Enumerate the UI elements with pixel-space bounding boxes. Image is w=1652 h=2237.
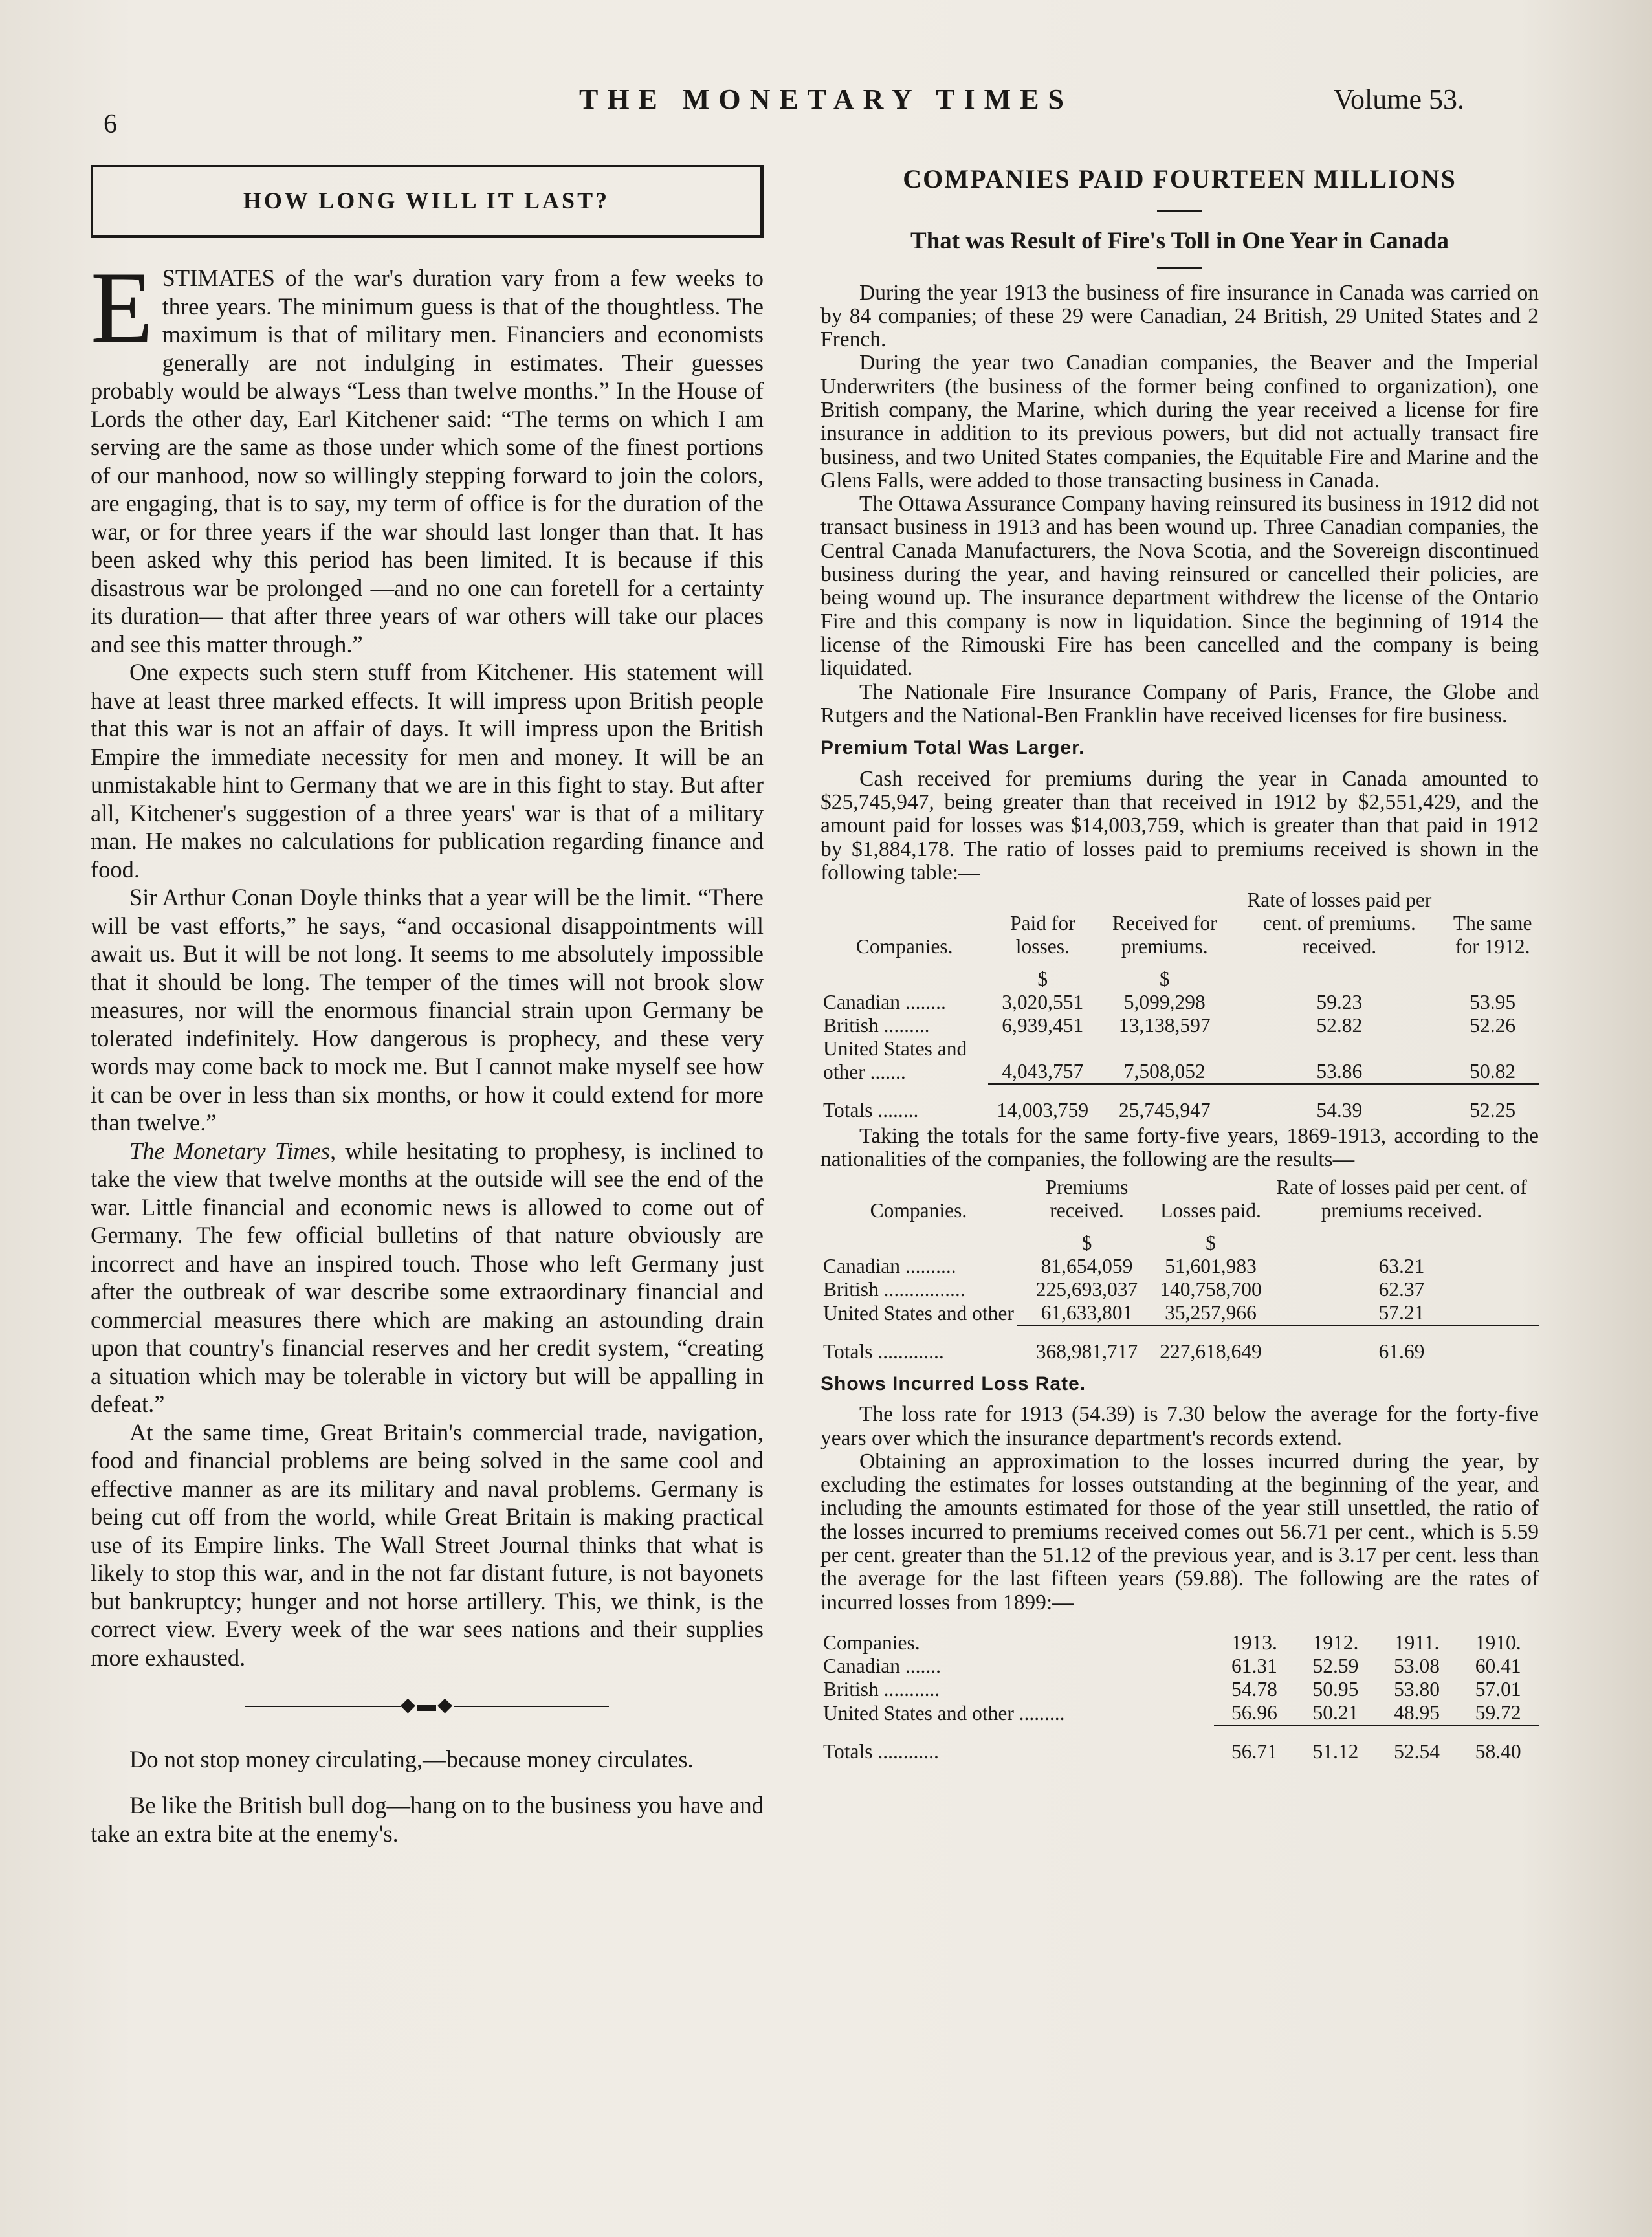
losses-premiums-table-1913	[820, 888, 1539, 1122]
currency-sign: $	[1037, 967, 1048, 991]
table-row: United States and other ....... 4,043,757 7,508,052 53.86 50.82	[820, 1037, 1539, 1084]
table-total-row: Totals ............ 56.71 51.12 52.54 58.40	[823, 1739, 1521, 1763]
table-row: United States and other ......... 56.96 50.21 48.95 59.72	[820, 1701, 1539, 1725]
article-paragraph: Obtaining an approximation to the losses incurred during the year, by excluding the estimates for losses outstanding at the beginning of the year, and including the amounts estimated for those of the year still unsettled, the ratio of the losses incurred to premiums received comes out 56.71 per cent., which is 5.59 per cent. greater than the 51.12 of the previous year, and is 3.17 per cent. less than the average for the last fifteen years (59.88). The following are the rates of incurred losses from 1899:—	[820, 1449, 1539, 1614]
currency-sign: $	[1081, 1231, 1092, 1254]
article-paragraph: The Ottawa Assurance Company having reinsured its business in 1912 did not transact business in 1913 and has been wound up. Three Canadian companies, the Central Canada Manufacturers, the Nova Scotia, and the Sovereign discontinued business during the year, and having reinsured or cancelled their policies, are being wound up. The insurance department withdrew the license of the Ontario Fire and this company is now in liquidation. Since the beginning of 1914 the license of the Rimouski Fire has been cancelled and the company is being liquidated.	[820, 492, 1539, 681]
table-header: Received for premiums.	[1112, 912, 1217, 958]
table-header: 1911.	[1394, 1631, 1440, 1654]
table-row: Canadian ....... 61.31 52.59 53.08 60.41	[823, 1654, 1521, 1677]
table-header: Rate of losses paid per cent. of premiums. received.	[1247, 888, 1432, 958]
table-header: Companies.	[855, 935, 953, 958]
closing-note: Do not stop money circulating,—because money circulates.	[129, 1745, 694, 1772]
table-header: The same for 1912.	[1453, 912, 1532, 958]
article-paragraph: Taking the totals for the same forty-five years, 1869-1913, according to the nationalities of the companies, the following are the results—	[820, 1124, 1539, 1172]
section-heading: Premium Total Was Larger.	[820, 737, 1085, 759]
table-header: Premiums received.	[1045, 1175, 1129, 1222]
editorial-paragraph: One expects such stern stuff from Kitchener. His statement will have at least three marked effects. It will impress upon British people that this war is not an affair of days. It will impress upon the British Empire the immediate necessity for men and money. It will be an unmistakable hint to Germany that we are in this fight to stay. But after all, Kitchener's suggestion of a three years' war is that of a military man. He makes no calculations for publication regarding finance and food.	[91, 659, 764, 883]
editorial-paragraph: ESTIMATES of the war's duration vary from a few weeks to three years. The minimum guess is that of the thoughtless. The maximum is that of military men. Financiers and economists generally are not indulging in estimates. Their guesses probably would be always “Less than twelve months.” In the House of Lords the other day, Earl Kitchener said: “The terms on which I am serving are the same as those under which some of the finest portions of our manhood, now so willingly stepping forward to join the colors, are engaging, that is to say, my term of office is for the duration of the war, or for three years if the war should last longer than that. It has been asked why this period has been limited. It is because if this disastrous war be prolonged —and no one can foretell for a certainty its duration— that after three years of war others will take our places and see this matter through.”	[91, 251, 764, 657]
editorial-column	[91, 165, 764, 1847]
article-paragraph: The loss rate for 1913 (54.39) is 7.30 below the average for the forty-five years over which the insurance department's records extend.	[820, 1402, 1539, 1450]
article-paragraph: During the year two Canadian companies, the Beaver and the Imperial Underwriters (the business of the former being confined to organization), one British company, the Marine, which during the year received a license for fire insurance in addition to its previous powers, but did not actually transact fire business, and two United States companies, the Equitable Fire and Marine and the Glens Falls, were added to those transacting business in Canada.	[820, 351, 1539, 492]
closing-note: Be like the British bull dog—hang on to the business you have and take an extra bite at the enemy's.	[91, 1792, 764, 1847]
table-row: Canadian ........ 3,020,551 5,099,298 59.23 53.95	[823, 991, 1516, 1014]
editorial-paragraph: At the same time, Great Britain's commercial trade, navigation, food and financial problems are being solved in the same cool and effective manner as are its military and naval problems. Germany is being cut off from the world, while Great Britain is making practical use of its Empire links. The Wall Street Journal thinks that what is likely to stop this war, and in the not far distant future, is not bayonets but bankruptcy; hunger and not horse artillery. This, we think, is the correct view. Every week of the war sees nations and their supplies more exhausted.	[91, 1418, 764, 1671]
table-header: Companies.	[823, 1631, 920, 1654]
page-header	[0, 83, 1652, 139]
article-subtitle: That was Result of Fire's Toll in One Year in Canada	[910, 227, 1449, 254]
volume-label: Volume 53.	[1333, 83, 1464, 115]
table-header: Paid for losses.	[1009, 912, 1075, 958]
article-paragraph: The Nationale Fire Insurance Company of Paris, France, the Globe and Rutgers and the National-Ben Franklin have received licenses for fire business.	[820, 679, 1539, 727]
forty-five-year-totals-table	[820, 1176, 1539, 1363]
editorial-title: HOW LONG WILL IT LAST?	[91, 165, 764, 238]
article-column	[820, 165, 1539, 1766]
editorial-paragraph: Sir Arthur Conan Doyle thinks that a year will be the limit. “There will be vast efforts,” he says, “and occasional disappointments will await us. But it will be not long. It seems to me absolutely impossible that it should be long. The temper of the times will not brook slow measures, nor will the enormous financial strain upon Germany be tolerated indefinitely. How dangerous is prophecy, and these very words may come back to mock me. But I cannot make myself see how it can be over in less than six months, or how it could extend for more than twelve.”	[91, 884, 764, 1136]
table-header: Rate of losses paid per cent. of premiums received.	[1276, 1175, 1527, 1222]
incurred-loss-rates-table	[820, 1631, 1539, 1763]
table-row: Canadian .......... 81,654,059 51,601,983 63.21	[823, 1254, 1425, 1277]
table-total-row: Totals ........ 14,003,759 25,745,947 54.39 52.25	[823, 1099, 1516, 1122]
table-row: British ................ 225,693,037 140,758,700 62.37	[823, 1277, 1425, 1301]
table-total-row: Totals ............. 368,981,717 227,618,649 61.69	[823, 1339, 1425, 1363]
drop-cap: E	[91, 251, 153, 364]
table-row: British ........... 54.78 50.95 53.80 57.01	[823, 1677, 1521, 1701]
section-heading: Shows Incurred Loss Rate.	[820, 1372, 1086, 1394]
editorial-paragraph: The Monetary Times, while hesitating to prophesy, is inclined to take the view that twelve months at the outside will see the end of the war. Little financial and economic news is allowed to come out of Germany. The few official bulletins of that nature obviously are incorrect and have an inspired touch. Those who left Germany just after the outbreak of war describe some extraordinary financial and commercial measures there which are making an astounding drain upon that country's financial reserves and her credit system, “creating a situation which may be tolerable in victory but will be appalling in defeat.”	[91, 1137, 764, 1417]
currency-sign: $	[1206, 1231, 1216, 1254]
table-row: United States and other 61,633,801 35,257,966 57.21	[820, 1301, 1539, 1325]
article-paragraph: During the year 1913 the business of fire insurance in Canada was carried on by 84 companies; of these 29 were Canadian, 24 British, 29 United States and 2 French.	[820, 280, 1539, 352]
article-title: COMPANIES PAID FOURTEEN MILLIONS	[903, 164, 1457, 193]
table-header: 1910.	[1475, 1631, 1521, 1654]
subtitle-rule	[1157, 267, 1202, 269]
title-rule	[1157, 210, 1202, 212]
table-header: 1913.	[1231, 1631, 1277, 1654]
table-header: Companies.	[870, 1198, 967, 1222]
ornament-divider: ◆▬◆	[91, 1691, 764, 1719]
table-header: Losses paid.	[1160, 1198, 1261, 1222]
table-row: British ......... 6,939,451 13,138,597 52.82 52.26	[823, 1014, 1516, 1037]
currency-sign: $	[1159, 967, 1170, 991]
page-number: 6	[104, 109, 117, 139]
masthead: THE MONETARY TIMES	[578, 83, 1074, 115]
article-paragraph: Cash received for premiums during the year in Canada amounted to $25,745,947, being greater than that received in 1912 by $2,551,429, and the amount paid for losses was $14,003,759, which is greater than that paid in 1912 by $1,884,178. The ratio of losses paid to premiums received is shown in the following table:—	[820, 766, 1539, 885]
table-header: 1912.	[1312, 1631, 1359, 1654]
